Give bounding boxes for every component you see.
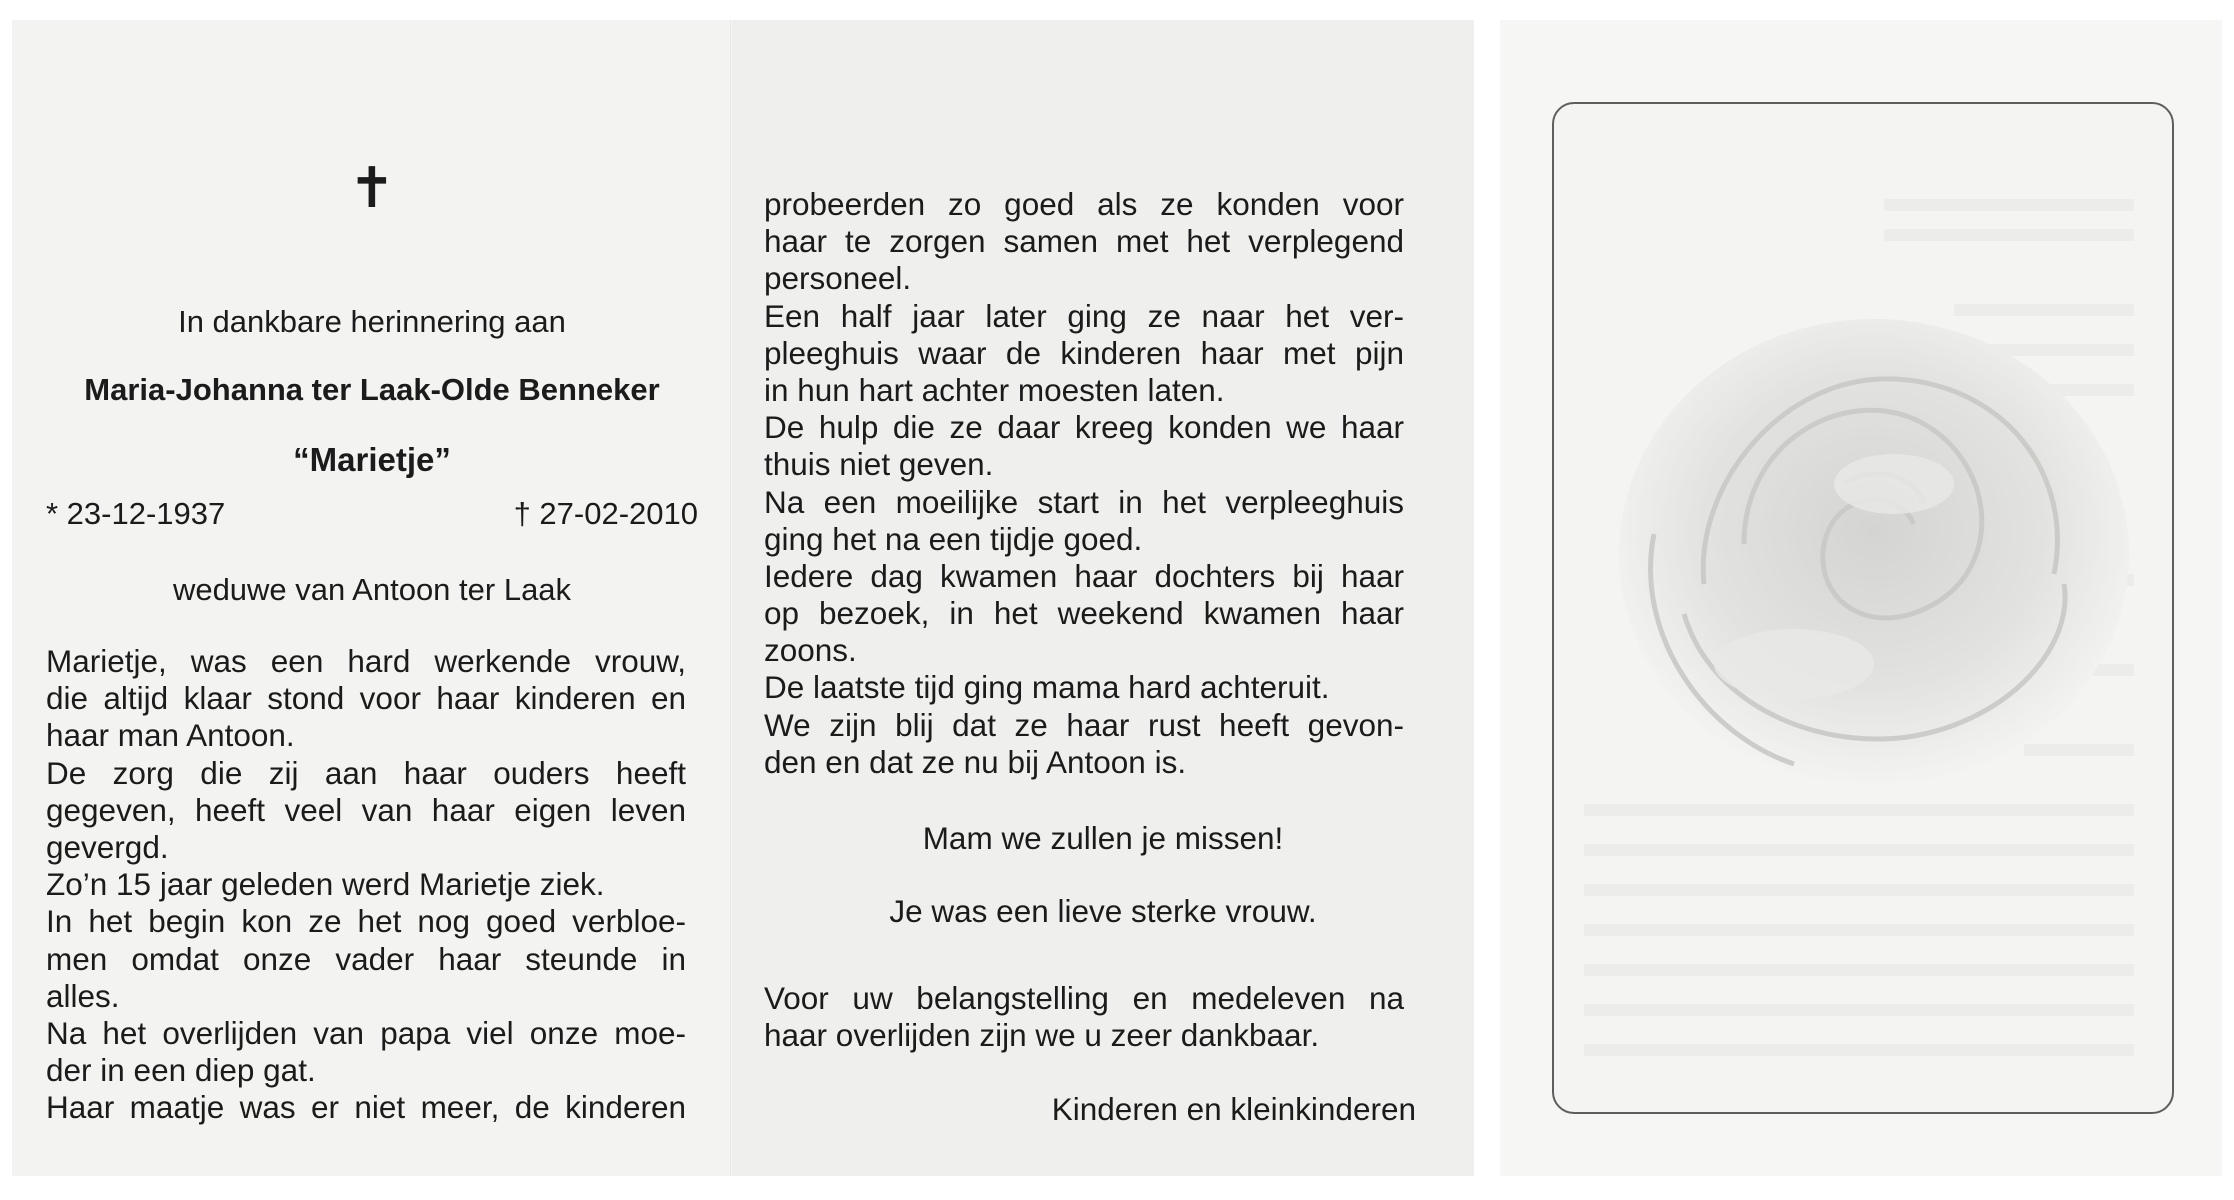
card-back-scan [1500, 20, 2222, 1176]
biography-line: Na het overlijden van papa viel onze moe- [46, 1014, 686, 1051]
biography-line: gegeven, heeft veel van haar eigen leven [46, 791, 686, 828]
biography-line: gevergd. [46, 828, 169, 865]
biography-line: den en dat ze nu bij Antoon is. [764, 743, 1187, 780]
thanks-line: haar overlijden zijn we u zeer dankbaar. [764, 1017, 1320, 1054]
biography-line: thuis niet geven. [764, 446, 994, 483]
biography-line: Zo’n 15 jaar geleden werd Marietje ziek. [46, 866, 605, 903]
biography-line: op bezoek, in het weekend kwamen haar [764, 595, 1404, 632]
biography-line: alles. [46, 977, 120, 1014]
cross-icon: ✝ [348, 156, 396, 219]
card-right-panel [732, 20, 1474, 1176]
biography-text-part-2 [764, 186, 1404, 781]
biography-line: In het begin kon ze het nog goed verbloe- [46, 903, 686, 940]
biography-line: die altijd klaar stond voor haar kinderen en [46, 680, 686, 717]
rose-icon [1594, 284, 2154, 844]
signature-text: Kinderen en kleinkinderen [1051, 1091, 1416, 1127]
death-date: † 27-02-2010 [513, 496, 698, 531]
biography-line: Marietje, was een hard werkende vrouw, [46, 643, 686, 679]
biography-line: haar man Antoon. [46, 717, 295, 754]
deceased-nickname: “Marietje” [293, 441, 451, 478]
biography-line: De laatste tijd ging mama hard achteruit. [764, 669, 1330, 706]
biography-line: Een half jaar later ging ze naar het ver- [764, 297, 1404, 334]
card-inside-scan [12, 20, 1474, 1176]
miss-you-text: Mam we zullen je missen! [922, 820, 1284, 856]
thanks-text [764, 980, 1404, 1054]
thanks-line: Voor uw belangstelling en medeleven na [764, 980, 1404, 1016]
biography-line: personeel. [764, 260, 912, 297]
biography-line: haar te zorgen samen met het verplegend [764, 223, 1404, 260]
biography-line: We zijn blij dat ze haar rust heeft gevon- [764, 706, 1404, 743]
strong-woman-text: Je was een lieve sterke vrouw. [889, 893, 1317, 929]
biography-line: probeerden zo goed als ze konden voor [764, 186, 1404, 222]
biography-line: pleeghuis waar de kinderen haar met pijn [764, 334, 1404, 371]
biography-line: Haar maatje was er niet meer, de kinderen [46, 1089, 686, 1126]
widow-of-text: weduwe van Antoon ter Laak [172, 572, 572, 607]
deceased-name: Maria-Johanna ter Laak-Olde Benneker [84, 372, 660, 407]
biography-line: Na een moeilijke start in het verpleeghuis [764, 483, 1404, 520]
biography-line: men omdat onze vader haar steunde in [46, 940, 686, 977]
biography-line: Iedere dag kwamen haar dochters bij haar [764, 557, 1404, 594]
biography-line: in hun hart achter moesten laten. [764, 371, 1225, 408]
biography-line: ging het na een tijdje goed. [764, 520, 1143, 557]
biography-text-part-1 [46, 643, 686, 1126]
rose-photo-frame [1552, 102, 2174, 1114]
birth-date: * 23-12-1937 [46, 496, 226, 531]
card-left-panel [12, 20, 732, 1176]
biography-line: De zorg die zij aan haar ouders heeft [46, 754, 686, 791]
biography-line: der in een diep gat. [46, 1052, 316, 1089]
intro-text: In dankbare herinnering aan [178, 304, 566, 339]
biography-line: De hulp die ze daar kreeg konden we haar [764, 409, 1404, 446]
biography-line: zoons. [764, 632, 857, 669]
